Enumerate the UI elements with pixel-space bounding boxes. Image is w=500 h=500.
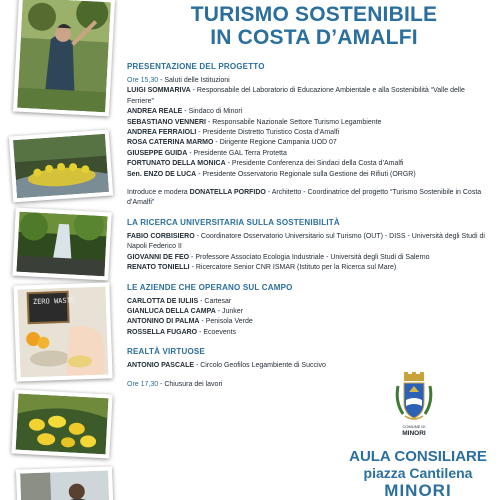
- speaker-role: - Coordinatore Osservatorio Universitario sul Turismo (OUT) - DISS - Università degli Studi di Napoli Federico II: [127, 232, 485, 251]
- zero-waste-label: ZERO WASTE: [32, 296, 76, 307]
- speaker-role: - Responsabile del Laboratorio di Educazione Ambientale e alla Sostenibilità “Valle delle Ferriere”: [127, 87, 465, 105]
- speaker-name: ANTONIO PASCALE: [127, 362, 195, 370]
- speaker-row: [127, 253, 487, 263]
- speaker-name: RENATO TONIELLI: [127, 264, 190, 272]
- speaker-name: GIANLUCA DELLA CAMPA: [127, 307, 216, 315]
- photo-lemons: [11, 389, 112, 458]
- venue-line-2: piazza Cantilena: [363, 465, 473, 481]
- section-heading-ricerca: LA RICERCA UNIVERSITARIA SULLA SOSTENIBILITÀ: [127, 217, 340, 227]
- moderator-prefix: Introduce e modera: [127, 189, 190, 197]
- speaker-role: - Sindaco di Minori: [182, 108, 243, 116]
- crest-emblem: [393, 372, 435, 438]
- photo-rafting: [9, 130, 113, 203]
- speaker-name: Sen. ENZO DE LUCA: [127, 170, 197, 178]
- page-title: [128, 3, 500, 49]
- section-heading-realta: REALTÀ VIRTUOSE: [127, 347, 205, 357]
- speaker-name: SEBASTIANO VENNERI: [127, 118, 206, 126]
- speaker-row: [127, 159, 487, 169]
- photo-zero-waste: [13, 282, 112, 381]
- photo-person: [16, 466, 114, 500]
- moderator-name: DONATELLA PORFIDO: [189, 189, 266, 197]
- speaker-row: [127, 232, 487, 253]
- coat-of-arms-icon: [393, 372, 435, 438]
- crest-label-name: MINORI: [402, 430, 426, 437]
- speaker-role: - Presidente Osservatorio Regionale sulla Gestione dei Rifiuti (ORGR): [196, 170, 416, 178]
- photo-olive-harvest: [13, 0, 115, 116]
- speaker-name: ANTONINO DI PALMA: [127, 318, 200, 326]
- speaker-row: [127, 107, 487, 117]
- venue-line-1: AULA CONSILIARE: [349, 448, 487, 465]
- speaker-row: [127, 128, 487, 138]
- speaker-role: - Penisola Verde: [199, 318, 253, 326]
- program: [127, 61, 487, 390]
- speaker-role: - Presidente Conferenza dei Sindaci della Costa d’Amalfi: [225, 160, 404, 168]
- speaker-row: [127, 263, 487, 273]
- speaker-name: FABIO CORBISIERO: [127, 232, 195, 240]
- photo-column: [0, 0, 118, 500]
- speaker-row: [127, 361, 487, 371]
- speaker-name: CARLOTTA DE IULIIS: [127, 297, 199, 305]
- speaker-role: - Professore Associato Ecologia Industriale - Università degli Studi di Salerno: [189, 253, 430, 261]
- section-heading-presentazione: PRESENTAZIONE DEL PROGETTO: [127, 62, 265, 71]
- speaker-name: ROSA CATERINA MARMO: [127, 139, 214, 147]
- venue-line-3: MINORI: [384, 481, 452, 500]
- opening-time: Ore 15,30: [127, 77, 159, 84]
- opening-text: - Saluti delle Istituzioni: [158, 77, 230, 84]
- speaker-name: ROSSELLA FUGARO: [127, 328, 198, 336]
- speaker-name: ANDREA REALE: [127, 108, 183, 116]
- speaker-role: - Cartesar: [198, 297, 232, 305]
- speaker-row: [127, 307, 487, 317]
- speaker-row: [127, 170, 487, 180]
- moderator-role: - Architetto - Coordinatrice del progetto “Turismo Sostenibile in Costa d’Amalfi”: [127, 189, 482, 207]
- speaker-role: - Presidente Distretto Turistico Costa d’Amalfi: [196, 129, 340, 137]
- speaker-role: - Junker: [215, 307, 244, 315]
- speaker-role: - Responsabile Nazionale Settore Turismo Legambiente: [205, 118, 382, 126]
- closing-time: Ore 17,30: [127, 380, 159, 388]
- speaker-name: ANDREA FERRAIOLI: [127, 129, 197, 137]
- speaker-row: [127, 149, 487, 159]
- speaker-row: [127, 86, 487, 107]
- speaker-name: GIUSEPPE GUIDA: [127, 149, 188, 157]
- speaker-name: GIOVANNI DE FEO: [127, 253, 190, 261]
- closing-text: - Chiusura dei lavori: [158, 380, 223, 388]
- speaker-role: - Ecoevents: [197, 328, 237, 336]
- photo-waterfall: [12, 208, 111, 281]
- speaker-role: - Ricercatore Senior CNR ISMAR (Istituto per la Ricerca sul Mare): [189, 264, 397, 272]
- speaker-name: LUIGI SOMMARIVA: [127, 87, 191, 95]
- speaker-name: FORTUNATO DELLA MONICA: [127, 160, 226, 168]
- speaker-role: - Presidente GAL Terra Protetta: [187, 149, 287, 157]
- speaker-row: [127, 317, 487, 327]
- speaker-row: [127, 297, 487, 307]
- speaker-role: - Circolo Geofilos Legambiente di Succivo: [194, 362, 326, 370]
- speaker-row: [127, 138, 487, 148]
- section-heading-aziende: LE AZIENDE CHE OPERANO SUL CAMPO: [127, 282, 293, 292]
- title-line-1: TURISMO SOSTENIBILE: [190, 3, 438, 26]
- moderator-line: [127, 188, 487, 209]
- speaker-row: [127, 118, 487, 128]
- speaker-role: - Dirigente Regione Campania UOD 07: [213, 139, 337, 147]
- title-line-2: IN COSTA D’AMALFI: [210, 26, 418, 49]
- venue-block: [336, 448, 500, 500]
- crest-label-top: COMUNE DI: [402, 424, 426, 429]
- speaker-row: [127, 328, 487, 338]
- opening-line: [127, 76, 487, 86]
